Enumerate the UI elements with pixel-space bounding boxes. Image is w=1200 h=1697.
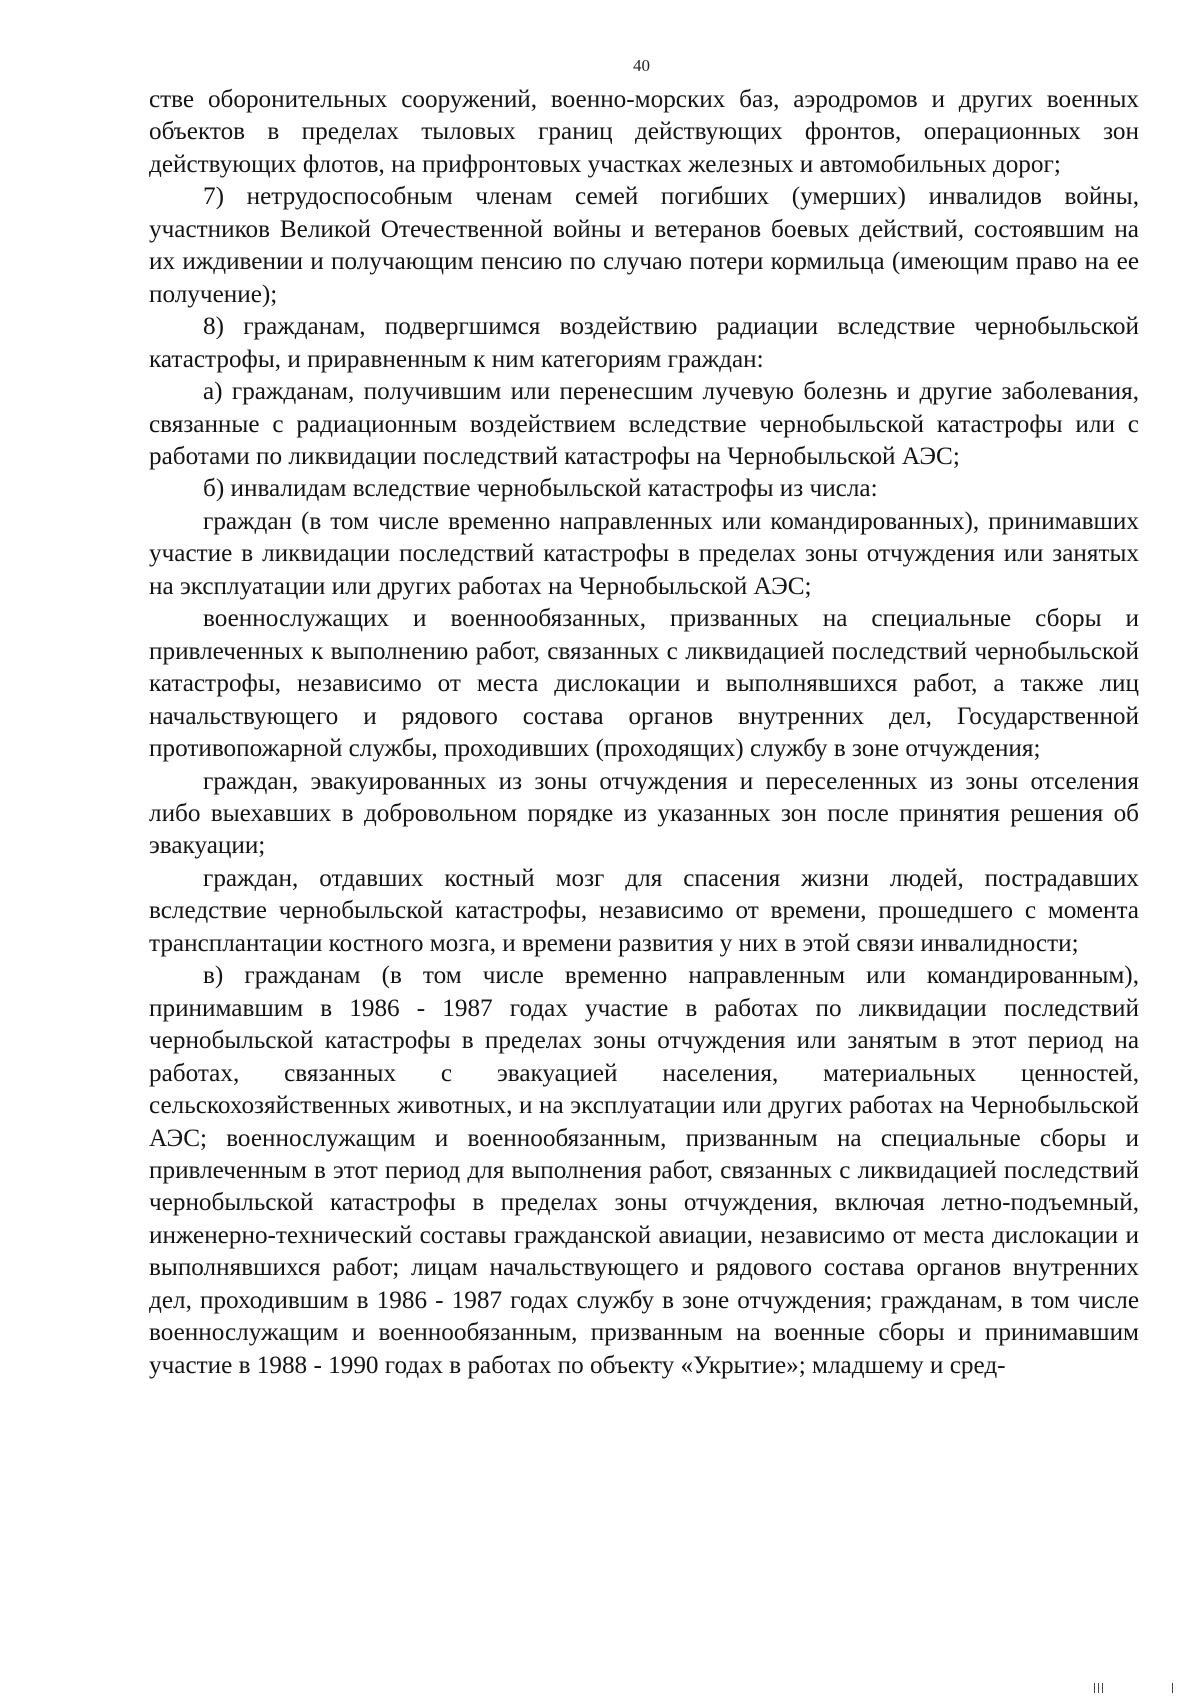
page-number: 40 [633,56,650,75]
scan-artifact-mark [1094,1683,1095,1693]
paragraph-b-group-4: граждан, отдавших костный мозг для спасения жизни людей, пострадавших вследствие чернобыльской катастрофы, независимо от времени, прошедшего с момента трансплантации костного мозга, и времени развития у них в этой связи инвалидности; [149,864,1139,957]
paragraph-item-8: 8) гражданам, подвергшимся воздействию радиации вследствие чернобыльской катастрофы, и приравненным к ним категориям граждан: [149,313,1139,373]
paragraph-item-7: 7) нетрудоспособным членам семей погибших (умерших) инвалидов войны, участников Великой Отечественной войны и ветеранов боевых действий, состоявшим на их иждивении и получающим пенсию по случаю потери кормильца (имеющим право на ее получение); [149,183,1139,308]
paragraph-subitem-a: а) гражданам, получившим или перенесшим лучевую болезнь и другие заболевания, связанные с радиационным воздействием вследствие чернобыльской катастрофы или с работами по ликвидации последствий катастрофы на Чернобыльской АЭС; [149,378,1139,470]
paragraph-subitem-b: б) инвалидам вследствие чернобыльской катастрофы из числа: [203,475,878,503]
scan-artifact-mark [1102,1683,1103,1693]
paragraph-b-group-3: граждан, эвакуированных из зоны отчуждения и переселенных из зоны отселения либо выехавших в добровольном порядке из указанных зон после принятия решения об эвакуации; [149,767,1139,860]
scan-artifact-mark [1172,1683,1173,1693]
document-text-body [149,84,1139,1382]
paragraph-b-group-2: военнослужащих и военнообязанных, призванных на специальные сборы и привлеченных к выполнению работ, связанных с ликвидацией последствий чернобыльской катастрофы, независимо от места дислокации и выполнявшихся работ, а также лиц начальствующего и рядового состава органов внутренних дел, Государственной противопожарной службы, проходивших (проходящих) службу в зоне отчуждения; [149,605,1139,763]
paragraph-continuation: стве оборонительных сооружений, военно-морских баз, аэродромов и других военных объектов в пределах тыловых границ действующих фронтов, операционных зон действующих флотов, на прифронтовых участках железных и автомобильных дорог; [149,86,1139,178]
paragraph-subitem-v: в) гражданам (в том числе временно направленным или командированным), принимавшим в 1986 - 1987 годах участие в работах по ликвидации последствий чернобыльской катастрофы в пределах зоны отчуждения или занятым в этот период на работах, связанных с эвакуацией населения, материальных ценностей, сельскохозяйственных животных, и на эксплуатации или других работах на Чернобыльской АЭС; военнослужащим и военнообязанным, призванным на специальные сборы и привлеченным в этот период для выполнения работ, связанных с ликвидацией последствий чернобыльской катастрофы в пределах зоны отчуждения, включая летно-подъемный, инженерно-технический составы гражданской авиации, независимо от места дислокации и выполнявшихся работ; лицам начальствующего и рядового состава органов внутренних дел, проходившим в 1986 - 1987 годах службу в зоне отчуждения; гражданам, в том числе военнослужащим и военнообязанным, призванным на военные сборы и принимавшим участие в 1988 - 1990 годах в работах по объекту «Укрытие»; младшему и сред- [149,962,1139,1379]
scan-artifact-mark [1098,1683,1099,1693]
paragraph-b-group-1: граждан (в том числе временно направленных или командированных), принимавших участие в ликвидации последствий катастрофы в пределах зоны отчуждения или занятых на эксплуатации или других работах на Чернобыльской АЭС; [149,507,1139,600]
